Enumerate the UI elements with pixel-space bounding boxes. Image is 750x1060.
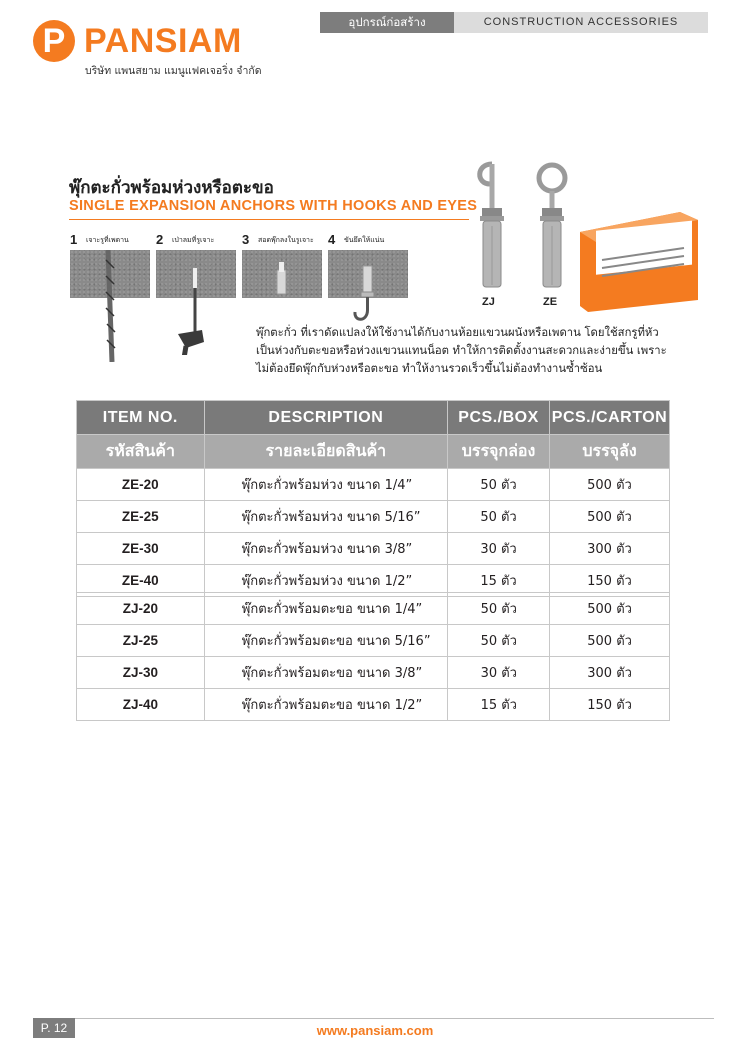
description-line: ไม่ต้องยึดพุ๊กกับห่วงหรือตะขอ ทำให้งานรวดเร็วขึ้นไม่ต้องทำงานซ้ำซ้อน [256, 362, 603, 375]
category-english: CONSTRUCTION ACCESSORIES [454, 12, 708, 33]
drill-bit-icon [90, 250, 130, 362]
product-label-zj: ZJ [482, 296, 495, 308]
pcs-per-carton: 300 ตัว [549, 533, 669, 565]
table-row [77, 501, 670, 533]
pcs-per-carton: 500 ตัว [550, 625, 670, 657]
page-number: P. 12 [33, 1018, 75, 1038]
item-description: พุ๊กตะกั่วพร้อมตะขอ ขนาด 5/16” [204, 625, 448, 657]
table-row [77, 689, 670, 721]
column-header: บรรจุกล่อง [448, 435, 550, 469]
footer-divider [33, 1018, 714, 1019]
pcs-per-carton: 300 ตัว [550, 657, 670, 689]
brand-name: PANSIAM [84, 22, 242, 60]
company-name-thai: บริษัท แพนสยาม แมนูแฟคเจอริ่ง จำกัด [85, 65, 262, 77]
air-blower-icon [156, 250, 236, 355]
step-number: 2 [156, 232, 164, 247]
hook-fastened-icon [328, 250, 408, 330]
title-divider [69, 219, 469, 220]
column-header: รายละเอียดสินค้า [204, 435, 447, 469]
logo-mark-icon: P [33, 20, 75, 62]
pcs-per-box: 15 ตัว [448, 565, 550, 597]
column-header: รหัสสินค้า [77, 435, 205, 469]
item-description: พุ๊กตะกั่วพร้อมตะขอ ขนาด 3/8” [204, 657, 448, 689]
pcs-per-box: 50 ตัว [448, 469, 550, 501]
step-number: 3 [242, 232, 250, 247]
page-title-english: SINGLE EXPANSION ANCHORS WITH HOOKS AND EYES [69, 198, 478, 214]
page-title-thai: พุ๊กตะกั่วพร้อมห่วงหรือตะขอ [69, 178, 274, 198]
item-description: พุ๊กตะกั่วพร้อมห่วง ขนาด 3/8” [204, 533, 447, 565]
pcs-per-carton: 500 ตัว [549, 501, 669, 533]
pcs-per-box: 50 ตัว [448, 501, 550, 533]
step-label: สอดพุ๊กลงในรูเจาะ [258, 236, 314, 244]
step-number: 4 [328, 232, 336, 247]
item-description: พุ๊กตะกั่วพร้อมตะขอ ขนาด 1/4” [204, 593, 448, 625]
item-code: ZJ-40 [77, 689, 205, 721]
category-bar [320, 12, 708, 33]
pcs-per-box: 50 ตัว [448, 625, 550, 657]
step-number: 1 [70, 232, 78, 247]
item-description: พุ๊กตะกั่วพร้อมห่วง ขนาด 1/4” [204, 469, 447, 501]
pcs-per-carton: 500 ตัว [549, 469, 669, 501]
item-description: พุ๊กตะกั่วพร้อมตะขอ ขนาด 1/2” [204, 689, 448, 721]
pcs-per-box: 50 ตัว [448, 593, 550, 625]
column-header: ITEM NO. [77, 401, 205, 435]
spec-table-ze [76, 400, 670, 597]
item-code: ZE-40 [77, 565, 205, 597]
description-line: พุ๊กตะกั่ว ที่เราดัดแปลงให้ใช้งานได้กับงานห้อยแขวนผนังหรือเพดาน โดยใช้สกรูที่หัว [256, 326, 659, 339]
column-header: PCS./CARTON [549, 401, 669, 435]
pcs-per-carton: 150 ตัว [549, 565, 669, 597]
item-description: พุ๊กตะกั่วพร้อมห่วง ขนาด 5/16” [204, 501, 447, 533]
table-header-thai [77, 435, 670, 469]
category-thai: อุปกรณ์ก่อสร้าง [320, 12, 454, 33]
item-code: ZE-20 [77, 469, 205, 501]
table-row [77, 657, 670, 689]
product-description [256, 324, 676, 378]
item-code: ZJ-30 [77, 657, 205, 689]
column-header: บรรจุลัง [549, 435, 669, 469]
table-row [77, 469, 670, 501]
step-label: ขันยึดให้แน่น [344, 236, 385, 244]
pcs-per-carton: 150 ตัว [550, 689, 670, 721]
pcs-per-box: 30 ตัว [448, 657, 550, 689]
item-code: ZJ-20 [77, 593, 205, 625]
table-row [77, 625, 670, 657]
pcs-per-box: 30 ตัว [448, 533, 550, 565]
column-header: DESCRIPTION [204, 401, 447, 435]
brand-logo [33, 18, 273, 78]
table-header-english [77, 401, 670, 435]
pcs-per-carton: 500 ตัว [550, 593, 670, 625]
item-code: ZJ-25 [77, 625, 205, 657]
product-label-ze: ZE [543, 296, 558, 308]
item-description: พุ๊กตะกั่วพร้อมห่วง ขนาด 1/2” [204, 565, 447, 597]
description-line: เป็นห่วงกับตะขอหรือห่วงแขวนแทนน็อต ทำให้การติดตั้งงานสะดวกและง่ายขึ้น เพราะ [256, 344, 667, 357]
item-code: ZE-25 [77, 501, 205, 533]
step-label: เป่าลมที่รูเจาะ [172, 236, 215, 244]
pcs-per-box: 15 ตัว [448, 689, 550, 721]
table-row [77, 593, 670, 625]
table-row [77, 533, 670, 565]
anchor-insert-icon [242, 250, 322, 310]
product-photos [470, 160, 700, 315]
item-code: ZE-30 [77, 533, 205, 565]
spec-table-zj [76, 592, 670, 721]
column-header: PCS./BOX [448, 401, 550, 435]
website-link[interactable]: www.pansiam.com [316, 1023, 434, 1038]
step-label: เจาะรูที่เพดาน [86, 236, 129, 244]
